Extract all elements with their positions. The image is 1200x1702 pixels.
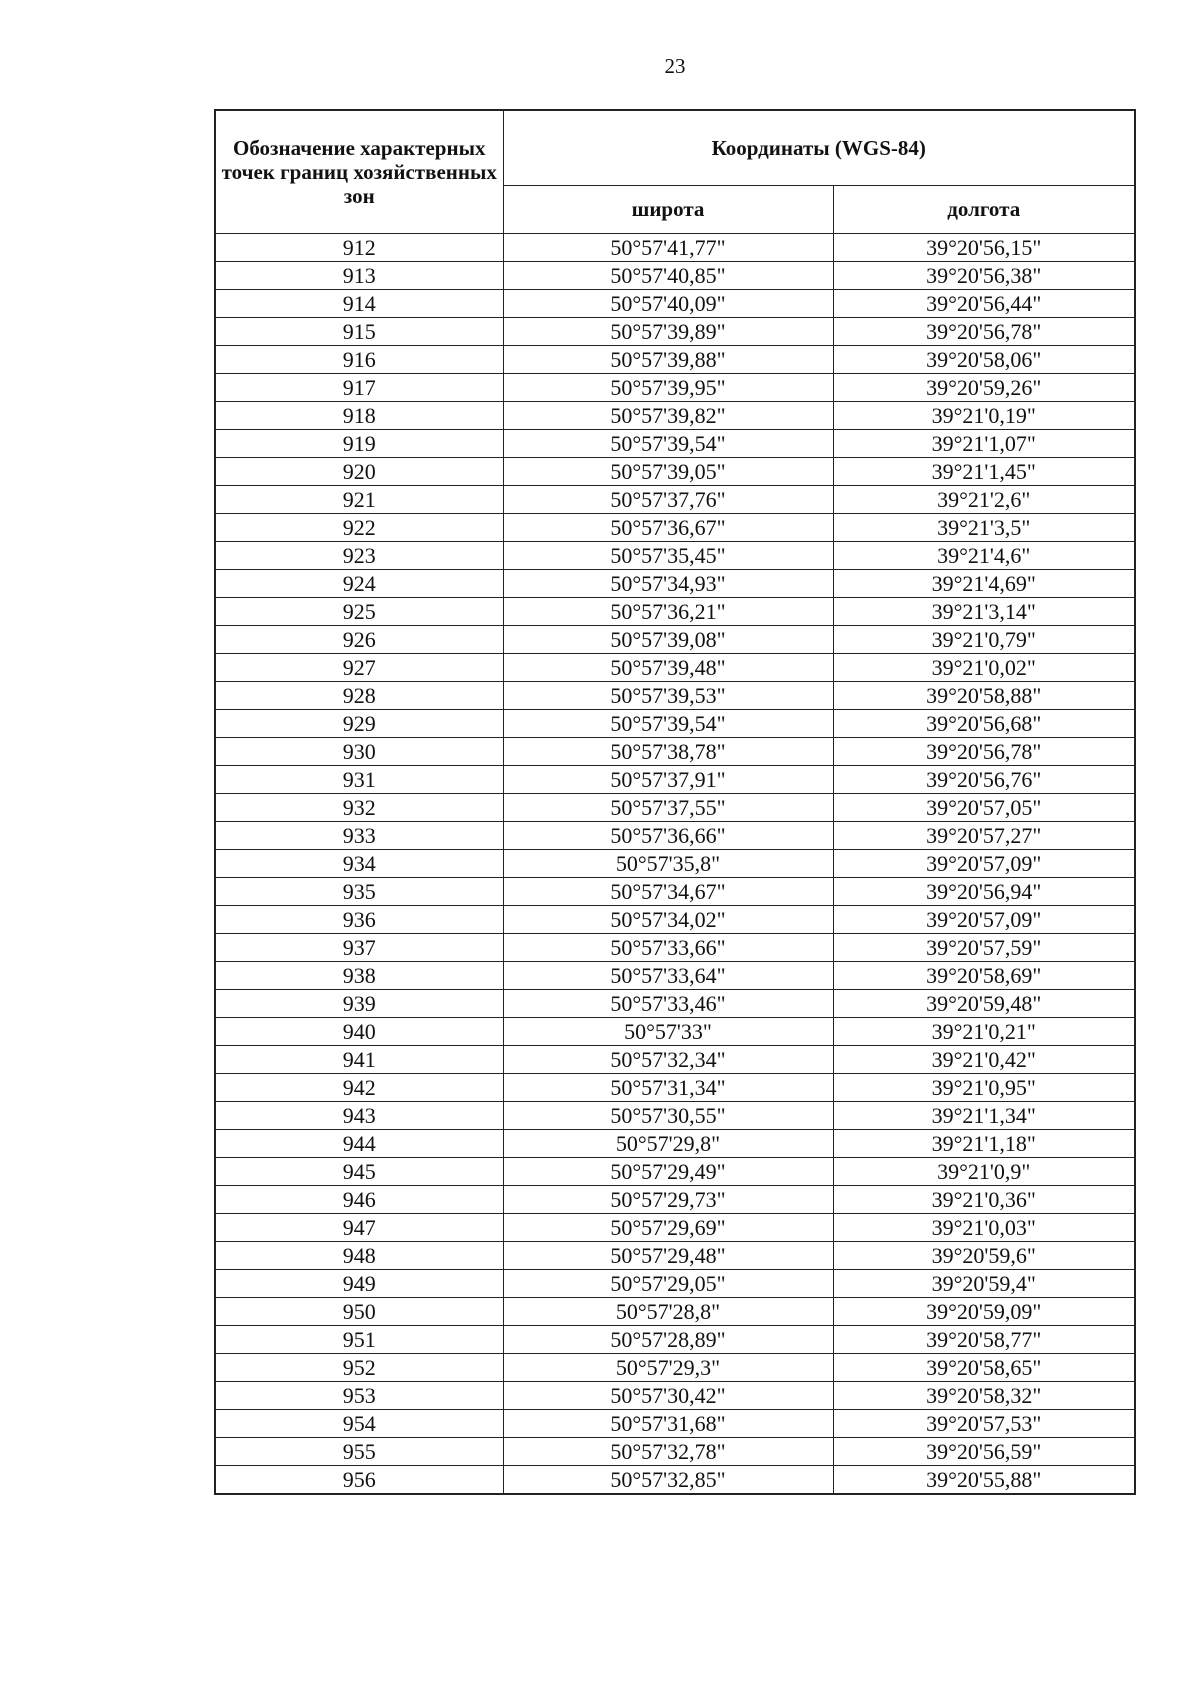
latitude-cell: 50°57'37,76" <box>503 486 833 514</box>
longitude-cell: 39°20'58,77" <box>833 1326 1135 1354</box>
table-row <box>215 1298 1135 1326</box>
table-row <box>215 1046 1135 1074</box>
point-id-cell: 946 <box>215 1186 503 1214</box>
longitude-cell: 39°21'1,18" <box>833 1130 1135 1158</box>
table-row <box>215 654 1135 682</box>
header-coordinates: Координаты (WGS-84) <box>503 110 1135 185</box>
point-id-cell: 941 <box>215 1046 503 1074</box>
longitude-cell: 39°21'1,34" <box>833 1102 1135 1130</box>
point-id-cell: 948 <box>215 1242 503 1270</box>
latitude-cell: 50°57'28,8" <box>503 1298 833 1326</box>
table-row <box>215 906 1135 934</box>
table-row <box>215 290 1135 318</box>
latitude-cell: 50°57'33,66" <box>503 934 833 962</box>
latitude-cell: 50°57'37,91" <box>503 766 833 794</box>
latitude-cell: 50°57'39,54" <box>503 710 833 738</box>
latitude-cell: 50°57'39,53" <box>503 682 833 710</box>
longitude-cell: 39°20'56,38" <box>833 262 1135 290</box>
table-row <box>215 850 1135 878</box>
latitude-cell: 50°57'40,85" <box>503 262 833 290</box>
table-row <box>215 486 1135 514</box>
latitude-cell: 50°57'36,67" <box>503 514 833 542</box>
longitude-cell: 39°20'56,76" <box>833 766 1135 794</box>
point-id-cell: 923 <box>215 542 503 570</box>
point-id-cell: 924 <box>215 570 503 598</box>
point-id-cell: 955 <box>215 1438 503 1466</box>
table-row <box>215 1130 1135 1158</box>
latitude-cell: 50°57'31,34" <box>503 1074 833 1102</box>
table-row <box>215 1410 1135 1438</box>
point-id-cell: 954 <box>215 1410 503 1438</box>
table-row <box>215 318 1135 346</box>
longitude-cell: 39°20'58,69" <box>833 962 1135 990</box>
table-row <box>215 542 1135 570</box>
table-row <box>215 1214 1135 1242</box>
longitude-cell: 39°21'0,36" <box>833 1186 1135 1214</box>
point-id-cell: 922 <box>215 514 503 542</box>
table-row <box>215 1242 1135 1270</box>
longitude-cell: 39°20'58,88" <box>833 682 1135 710</box>
longitude-cell: 39°21'0,21" <box>833 1018 1135 1046</box>
longitude-cell: 39°20'56,78" <box>833 318 1135 346</box>
table-row <box>215 262 1135 290</box>
latitude-cell: 50°57'39,05" <box>503 458 833 486</box>
page-number: 23 <box>664 54 686 78</box>
point-id-cell: 942 <box>215 1074 503 1102</box>
table-row <box>215 1186 1135 1214</box>
table-row <box>215 402 1135 430</box>
table-row <box>215 794 1135 822</box>
table-row <box>215 570 1135 598</box>
latitude-cell: 50°57'39,88" <box>503 346 833 374</box>
longitude-cell: 39°21'2,6" <box>833 486 1135 514</box>
point-id-cell: 931 <box>215 766 503 794</box>
point-id-cell: 925 <box>215 598 503 626</box>
latitude-cell: 50°57'35,8" <box>503 850 833 878</box>
longitude-cell: 39°20'56,59" <box>833 1438 1135 1466</box>
longitude-cell: 39°21'3,5" <box>833 514 1135 542</box>
latitude-cell: 50°57'40,09" <box>503 290 833 318</box>
point-id-cell: 918 <box>215 402 503 430</box>
table-row <box>215 374 1135 402</box>
latitude-cell: 50°57'34,93" <box>503 570 833 598</box>
table-row <box>215 1326 1135 1354</box>
table-row <box>215 1018 1135 1046</box>
point-id-cell: 937 <box>215 934 503 962</box>
longitude-cell: 39°20'56,15" <box>833 234 1135 262</box>
point-id-cell: 913 <box>215 262 503 290</box>
point-id-cell: 921 <box>215 486 503 514</box>
latitude-cell: 50°57'29,69" <box>503 1214 833 1242</box>
longitude-cell: 39°20'57,27" <box>833 822 1135 850</box>
latitude-cell: 50°57'29,73" <box>503 1186 833 1214</box>
longitude-cell: 39°20'56,68" <box>833 710 1135 738</box>
point-id-cell: 932 <box>215 794 503 822</box>
point-id-cell: 914 <box>215 290 503 318</box>
point-id-cell: 952 <box>215 1354 503 1382</box>
table-row <box>215 682 1135 710</box>
longitude-cell: 39°20'59,6" <box>833 1242 1135 1270</box>
latitude-cell: 50°57'39,08" <box>503 626 833 654</box>
latitude-cell: 50°57'32,34" <box>503 1046 833 1074</box>
table-row <box>215 626 1135 654</box>
longitude-cell: 39°20'56,94" <box>833 878 1135 906</box>
point-id-cell: 945 <box>215 1158 503 1186</box>
latitude-cell: 50°57'36,21" <box>503 598 833 626</box>
longitude-cell: 39°20'56,78" <box>833 738 1135 766</box>
latitude-cell: 50°57'33,46" <box>503 990 833 1018</box>
longitude-cell: 39°21'0,19" <box>833 402 1135 430</box>
longitude-cell: 39°20'59,09" <box>833 1298 1135 1326</box>
latitude-cell: 50°57'29,05" <box>503 1270 833 1298</box>
latitude-cell: 50°57'29,3" <box>503 1354 833 1382</box>
latitude-cell: 50°57'37,55" <box>503 794 833 822</box>
table-row <box>215 1102 1135 1130</box>
table-row <box>215 1438 1135 1466</box>
point-id-cell: 915 <box>215 318 503 346</box>
point-id-cell: 926 <box>215 626 503 654</box>
point-id-cell: 930 <box>215 738 503 766</box>
point-id-cell: 927 <box>215 654 503 682</box>
point-id-cell: 951 <box>215 1326 503 1354</box>
longitude-cell: 39°21'3,14" <box>833 598 1135 626</box>
point-id-cell: 944 <box>215 1130 503 1158</box>
point-id-cell: 935 <box>215 878 503 906</box>
longitude-cell: 39°21'1,07" <box>833 430 1135 458</box>
table-row <box>215 598 1135 626</box>
longitude-cell: 39°20'55,88" <box>833 1466 1135 1495</box>
table-body <box>215 234 1135 1495</box>
latitude-cell: 50°57'39,54" <box>503 430 833 458</box>
longitude-cell: 39°21'0,79" <box>833 626 1135 654</box>
latitude-cell: 50°57'28,89" <box>503 1326 833 1354</box>
table-row <box>215 710 1135 738</box>
point-id-cell: 938 <box>215 962 503 990</box>
point-id-cell: 936 <box>215 906 503 934</box>
header-latitude: широта <box>503 185 833 233</box>
point-id-cell: 943 <box>215 1102 503 1130</box>
header-longitude: долгота <box>833 185 1135 233</box>
table-row <box>215 1382 1135 1410</box>
longitude-cell: 39°21'0,02" <box>833 654 1135 682</box>
point-id-cell: 934 <box>215 850 503 878</box>
latitude-cell: 50°57'29,48" <box>503 1242 833 1270</box>
longitude-cell: 39°20'59,26" <box>833 374 1135 402</box>
longitude-cell: 39°20'59,48" <box>833 990 1135 1018</box>
longitude-cell: 39°20'57,59" <box>833 934 1135 962</box>
point-id-cell: 949 <box>215 1270 503 1298</box>
latitude-cell: 50°57'41,77" <box>503 234 833 262</box>
latitude-cell: 50°57'29,49" <box>503 1158 833 1186</box>
latitude-cell: 50°57'36,66" <box>503 822 833 850</box>
table-row <box>215 346 1135 374</box>
table-row <box>215 766 1135 794</box>
coordinates-table <box>214 109 1136 1495</box>
latitude-cell: 50°57'30,55" <box>503 1102 833 1130</box>
latitude-cell: 50°57'32,78" <box>503 1438 833 1466</box>
table-row <box>215 962 1135 990</box>
point-id-cell: 953 <box>215 1382 503 1410</box>
latitude-cell: 50°57'34,67" <box>503 878 833 906</box>
table-row <box>215 234 1135 262</box>
longitude-cell: 39°21'0,9" <box>833 1158 1135 1186</box>
point-id-cell: 919 <box>215 430 503 458</box>
point-id-cell: 929 <box>215 710 503 738</box>
table-row <box>215 1354 1135 1382</box>
longitude-cell: 39°20'57,09" <box>833 906 1135 934</box>
latitude-cell: 50°57'31,68" <box>503 1410 833 1438</box>
latitude-cell: 50°57'32,85" <box>503 1466 833 1495</box>
latitude-cell: 50°57'39,95" <box>503 374 833 402</box>
point-id-cell: 956 <box>215 1466 503 1495</box>
latitude-cell: 50°57'38,78" <box>503 738 833 766</box>
longitude-cell: 39°21'4,69" <box>833 570 1135 598</box>
table-row <box>215 1270 1135 1298</box>
longitude-cell: 39°21'1,45" <box>833 458 1135 486</box>
longitude-cell: 39°20'57,53" <box>833 1410 1135 1438</box>
point-id-cell: 950 <box>215 1298 503 1326</box>
point-id-cell: 928 <box>215 682 503 710</box>
longitude-cell: 39°20'59,4" <box>833 1270 1135 1298</box>
longitude-cell: 39°20'58,65" <box>833 1354 1135 1382</box>
point-id-cell: 940 <box>215 1018 503 1046</box>
longitude-cell: 39°20'58,06" <box>833 346 1135 374</box>
table-row <box>215 514 1135 542</box>
table-row <box>215 1466 1135 1495</box>
latitude-cell: 50°57'39,89" <box>503 318 833 346</box>
table-header <box>215 110 1135 234</box>
table-row <box>215 430 1135 458</box>
point-id-cell: 920 <box>215 458 503 486</box>
latitude-cell: 50°57'35,45" <box>503 542 833 570</box>
table-row <box>215 458 1135 486</box>
point-id-cell: 916 <box>215 346 503 374</box>
longitude-cell: 39°20'58,32" <box>833 1382 1135 1410</box>
longitude-cell: 39°21'4,6" <box>833 542 1135 570</box>
latitude-cell: 50°57'34,02" <box>503 906 833 934</box>
point-id-cell: 912 <box>215 234 503 262</box>
table-row <box>215 822 1135 850</box>
latitude-cell: 50°57'33,64" <box>503 962 833 990</box>
longitude-cell: 39°21'0,03" <box>833 1214 1135 1242</box>
table-row <box>215 1074 1135 1102</box>
table-row <box>215 1158 1135 1186</box>
longitude-cell: 39°21'0,95" <box>833 1074 1135 1102</box>
latitude-cell: 50°57'39,82" <box>503 402 833 430</box>
table-row <box>215 878 1135 906</box>
point-id-cell: 917 <box>215 374 503 402</box>
longitude-cell: 39°20'56,44" <box>833 290 1135 318</box>
longitude-cell: 39°21'0,42" <box>833 1046 1135 1074</box>
table-row <box>215 934 1135 962</box>
point-id-cell: 947 <box>215 1214 503 1242</box>
table-row <box>215 738 1135 766</box>
longitude-cell: 39°20'57,09" <box>833 850 1135 878</box>
point-id-cell: 939 <box>215 990 503 1018</box>
longitude-cell: 39°20'57,05" <box>833 794 1135 822</box>
latitude-cell: 50°57'30,42" <box>503 1382 833 1410</box>
header-designation: Обозначение характерных точек границ хозяйственных зон <box>215 110 503 234</box>
table-row <box>215 990 1135 1018</box>
latitude-cell: 50°57'33" <box>503 1018 833 1046</box>
latitude-cell: 50°57'29,8" <box>503 1130 833 1158</box>
latitude-cell: 50°57'39,48" <box>503 654 833 682</box>
point-id-cell: 933 <box>215 822 503 850</box>
